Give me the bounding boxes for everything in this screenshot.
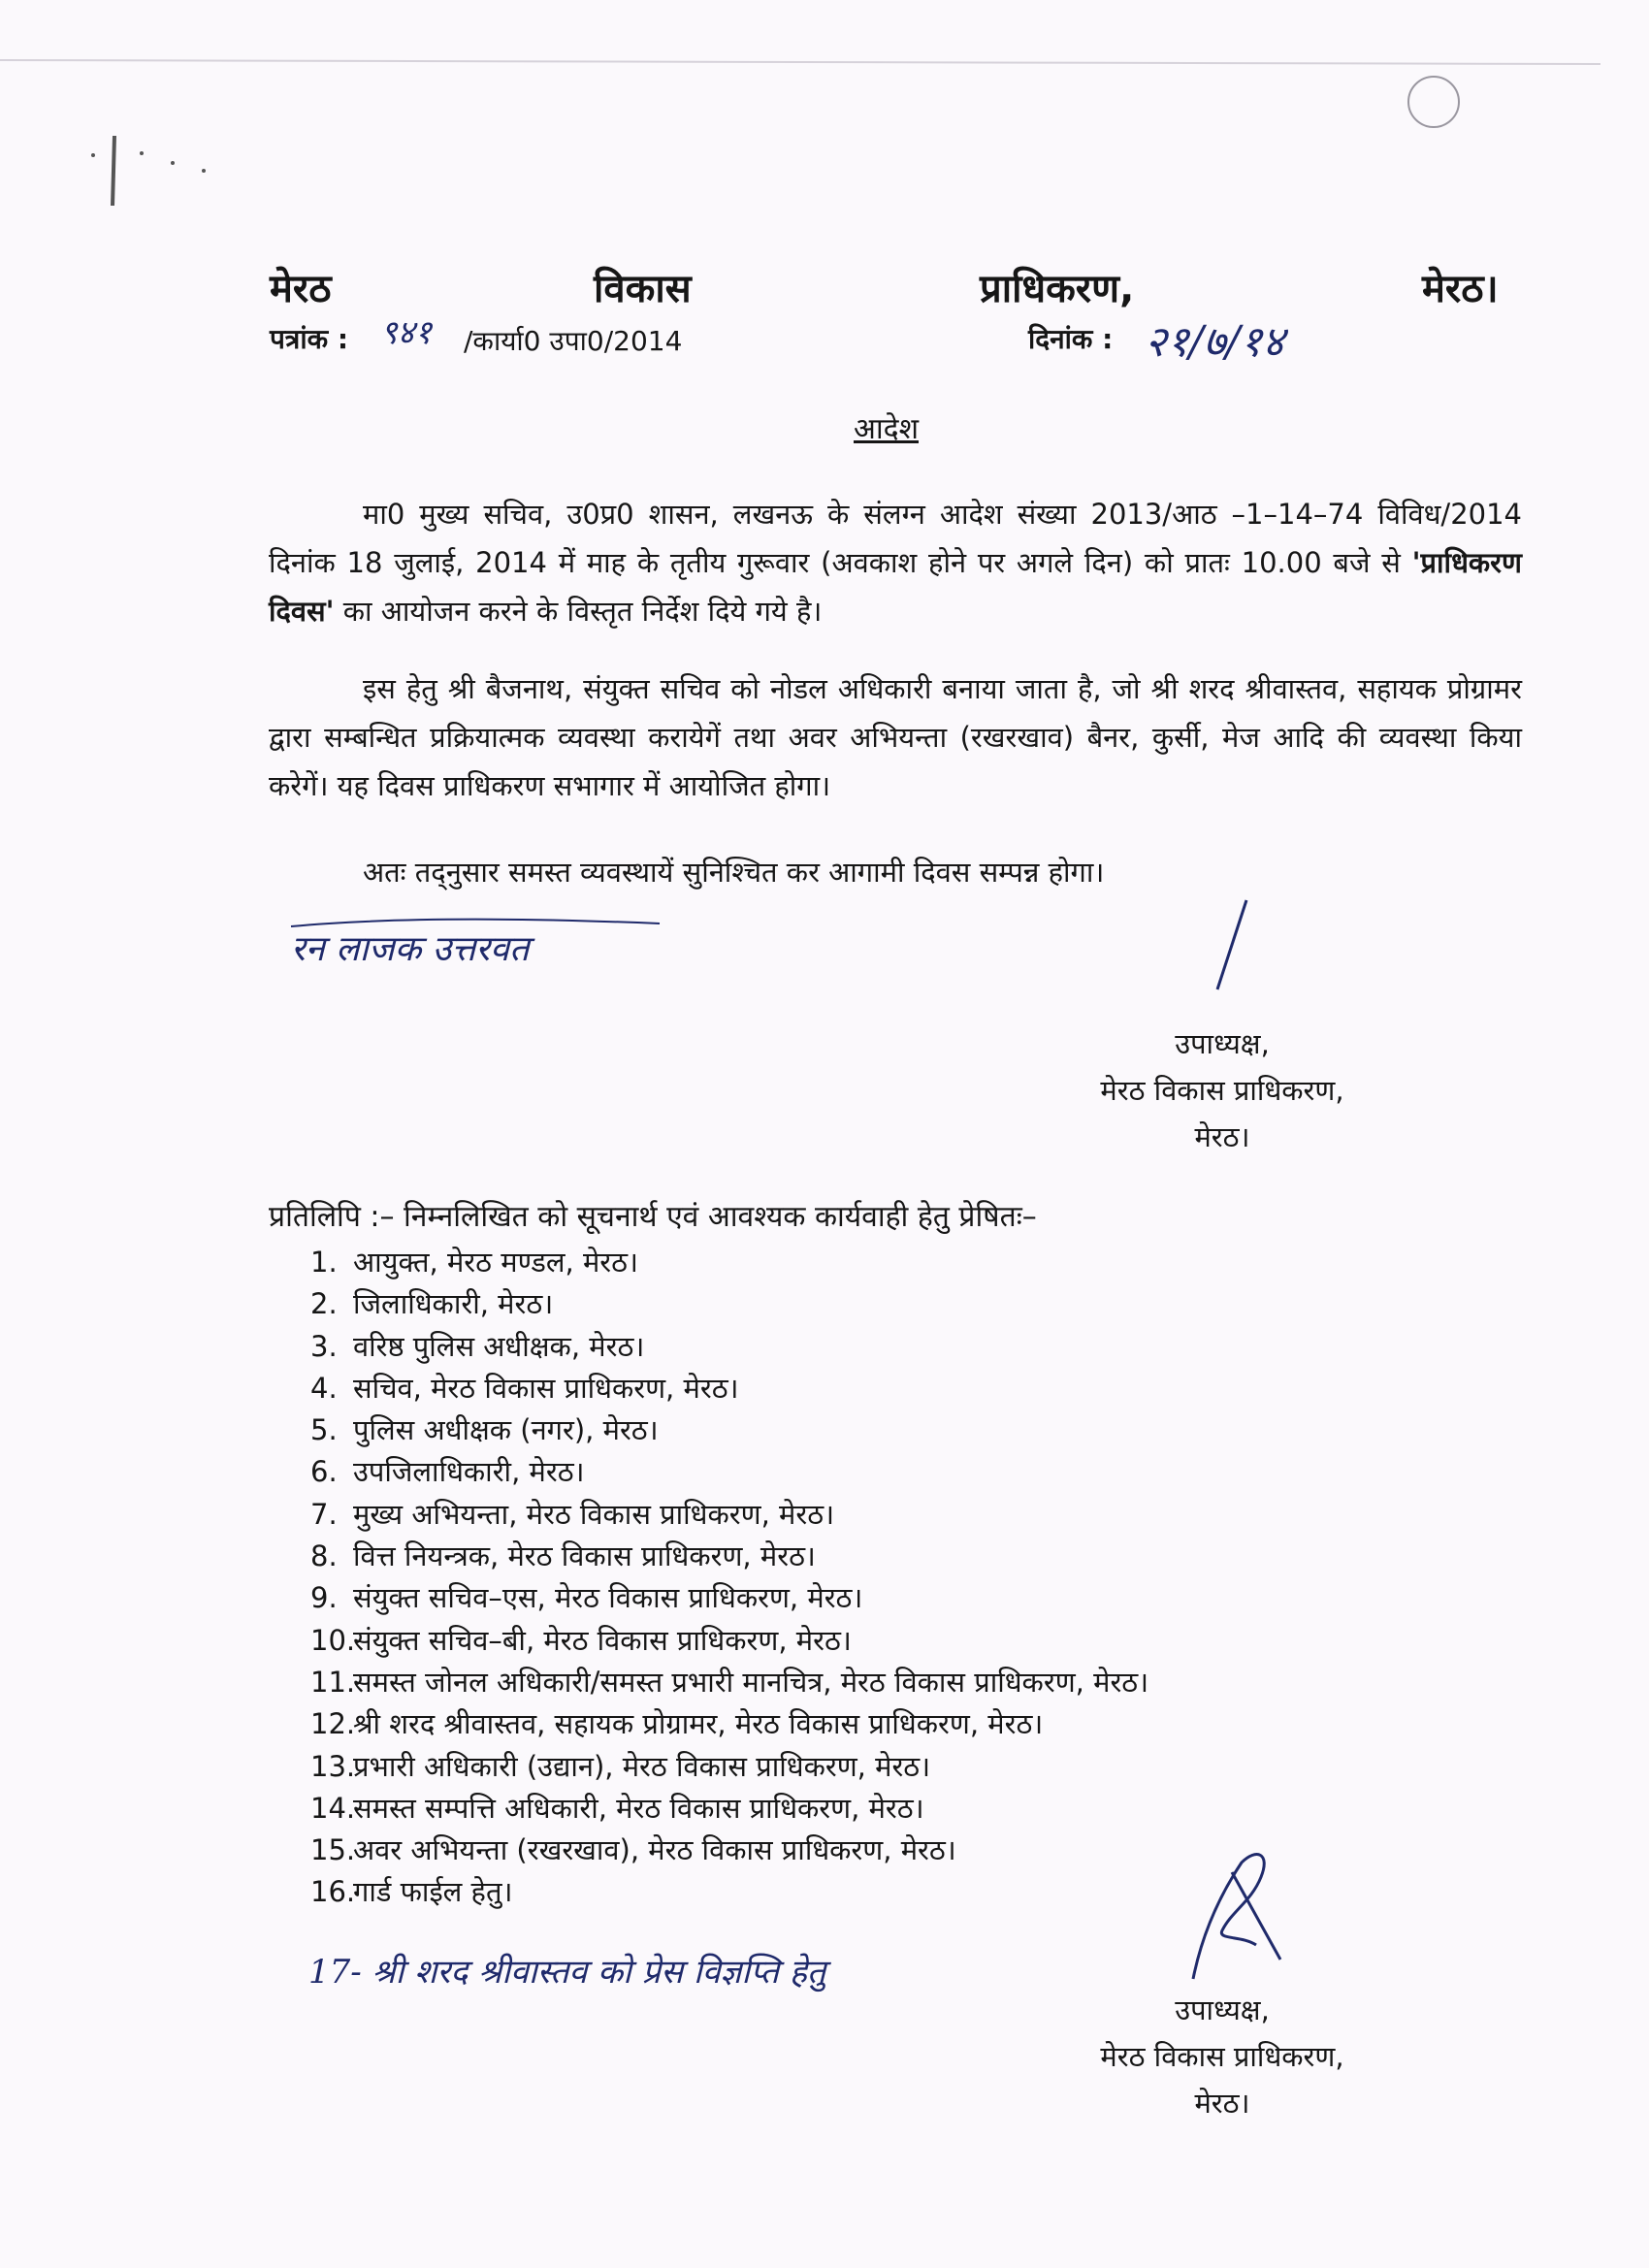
sig1-city: मेरठ। (1194, 1120, 1250, 1153)
list-item: 5. पुलिस अधीक्षक (नगर), मेरठ। (310, 1413, 659, 1447)
list-item: 11.समस्त जोनल अधिकारी/समस्त प्रभारी मानचित्र, मेरठ विकास प्राधिकरण, मेरठ। (310, 1665, 1149, 1699)
signature-scribble-2 (1164, 1843, 1300, 1989)
para1-end: का आयोजन करने के विस्तृत निर्देश दिये गये है। (342, 595, 823, 628)
list-item: 10.संयुक्त सचिव–बी, मेरठ विकास प्राधिकरण, मेरठ। (310, 1623, 852, 1657)
sig1-org: मेरठ विकास प्राधिकरण, (1100, 1074, 1344, 1107)
list-item: 6. उपजिलाधिकारी, मेरठ। (310, 1455, 585, 1489)
list-item: 14.समस्त सम्पत्ति अधिकारी, मेरठ विकास प्राधिकरण, मेरठ। (310, 1791, 924, 1825)
list-item: 4. सचिव, मेरठ विकास प्राधिकरण, मेरठ। (310, 1371, 739, 1405)
list-item: 2. जिलाधिकारी, मेरठ। (310, 1287, 554, 1321)
paragraph-1 (269, 490, 1522, 635)
signature-stroke-1 (1203, 892, 1261, 999)
list-item: 9. संयुक्त सचिव–एस, मेरठ विकास प्राधिकरण, मेरठ। (310, 1581, 863, 1615)
ref-label: पत्रांक : (270, 323, 349, 355)
sig2-designation: उपाध्यक्ष, (1175, 1993, 1270, 2026)
copy-to-title: प्रतिलिपि :– निम्नलिखित को सूचनार्थ एवं आवश्यक कार्यवाही हेतु प्रेषितः– (269, 1200, 1037, 1234)
list-item: 1. आयुक्त, मेरठ मण्डल, मेरठ। (310, 1246, 639, 1279)
list-item: 12.श्री शरद श्रीवास्तव, सहायक प्रोग्रामर, मेरठ विकास प्राधिकरण, मेरठ। (310, 1707, 1044, 1741)
para1-text: मा0 मुख्य सचिव, उ0प्र0 शासन, लखनऊ के संलग्न आदेश संख्या 2013/आठ –1–14–74 विविध/2014 दिनांक 18 जुलाई, 2014 में माह के तृतीय गुरूवार (अवकाश होने पर अगले दिन) को प्रातः 10.00 बजे से (269, 498, 1522, 579)
handwritten-note: रन लाजक उत्तरवत (291, 929, 530, 969)
order-title: आदेश (854, 412, 919, 446)
ref-suffix: /कार्या0 उपा0/2014 (464, 325, 683, 357)
date-handwritten: २१/७/१४ (1145, 317, 1285, 367)
list-item: 8. वित्त नियन्त्रक, मेरठ विकास प्राधिकरण, मेरठ। (310, 1539, 816, 1573)
header-word-vikas: विकास (594, 267, 692, 311)
paragraph-2 (269, 664, 1522, 810)
sig1-designation: उपाध्यक्ष, (1175, 1027, 1270, 1060)
copy-to-list (310, 1242, 1148, 1914)
paragraph-3 (269, 848, 1522, 896)
header-word-meerut-end: मेरठ। (1422, 267, 1499, 311)
para2-text: इस हेतु श्री बैजनाथ, संयुक्त सचिव को नोडल अधिकारी बनाया जाता है, जो श्री शरद श्रीवास्तव, सहायक प्रोग्रामर द्वारा सम्बन्धित प्रक्रियात्मक व्यवस्था करायेगें तथा अवर अभियन्ता (रखरखाव) बैनर, कुर्सी, मेज आदि की व्यवस्था किया करेगें। यह दिवस प्राधिकरण सभागार में आयोजित होगा। (269, 672, 1522, 802)
header-word-pradhikaran: प्राधिकरण, (980, 267, 1135, 311)
handwritten-note-underline (281, 912, 669, 931)
list-item: 3. वरिष्ठ पुलिस अधीक्षक, मेरठ। (310, 1329, 645, 1363)
para3-text: अतः तद्नुसार समस्त व्यवस्थायें सुनिश्चित कर आगामी दिवस सम्पन्न होगा। (363, 856, 1105, 889)
ref-number-handwritten: ९४१ (380, 313, 433, 352)
scan-artifacts (0, 0, 1649, 291)
list-item: 7. मुख्य अभियन्ता, मेरठ विकास प्राधिकरण, मेरठ। (310, 1497, 835, 1531)
list-item: 13.प्रभारी अधिकारी (उद्यान), मेरठ विकास प्राधिकरण, मेरठ। (310, 1749, 931, 1783)
sig2-org: मेरठ विकास प्राधिकरण, (1100, 2040, 1344, 2073)
handwritten-item-17: 17- श्री शरद श्रीवास्तव को प्रेस विज्ञप्ति हेतु (308, 1953, 826, 1992)
date-label: दिनांक : (1028, 323, 1114, 355)
header-word-meerut: मेरठ (270, 267, 332, 311)
para1-bold: 'प्राधिकरण दिवस' (269, 546, 1523, 628)
signature-block-1 (1048, 1021, 1397, 1160)
signature-block-2 (1048, 1987, 1397, 2126)
sig2-city: मेरठ। (1194, 2087, 1250, 2120)
list-item: 16.गार्ड फाईल हेतु। (310, 1875, 513, 1909)
list-item: 15.अवर अभियन्ता (रखरखाव), मेरठ विकास प्राधिकरण, मेरठ। (310, 1833, 956, 1867)
